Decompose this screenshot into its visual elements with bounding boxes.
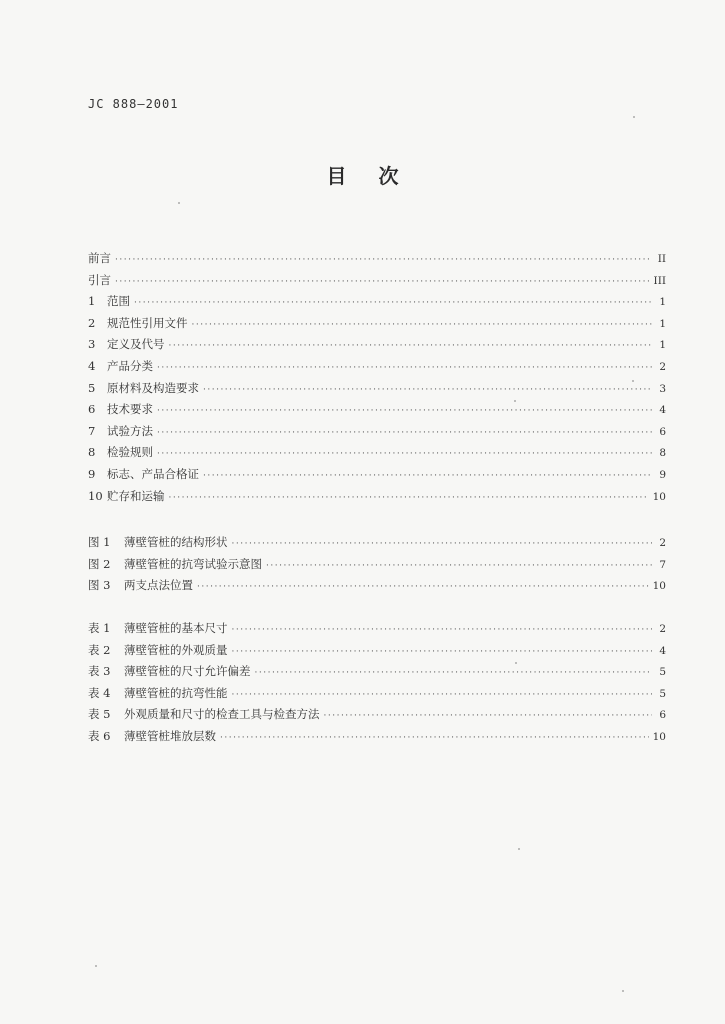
toc-entry-1[interactable] — [88, 293, 666, 315]
toc-entry-9[interactable] — [88, 466, 666, 488]
toc-number: 7 — [88, 423, 96, 438]
leader-dots — [169, 493, 649, 503]
leader-dots — [157, 406, 652, 416]
toc-label: 定义及代号 — [107, 337, 165, 352]
toc-table-5[interactable] — [88, 706, 666, 728]
toc-label: 薄壁管桩的结构形状 — [124, 535, 228, 549]
toc-entry-7[interactable] — [88, 423, 666, 445]
toc-entry-8[interactable] — [88, 444, 666, 466]
leader-dots — [115, 255, 652, 265]
leader-dots — [169, 341, 653, 351]
leader-dots — [266, 561, 652, 571]
leader-dots — [232, 690, 653, 700]
toc-label: 两支点法位置 — [124, 578, 193, 593]
toc-label: 薄壁管桩的抗弯试验示意图 — [124, 556, 262, 571]
toc-label: 薄壁管桩的外观质量 — [124, 642, 228, 657]
leader-dots — [232, 539, 653, 549]
leader-dots — [324, 711, 653, 721]
toc-page: 4 — [659, 644, 666, 657]
toc-number: 10 — [88, 488, 103, 503]
toc-figure-2[interactable] — [88, 556, 666, 578]
toc-entry-5[interactable] — [88, 380, 666, 402]
toc-label: 薄壁管桩的尺寸允许偏差 — [124, 664, 251, 679]
toc-number: 图 3 — [88, 578, 111, 593]
toc-number: 图 1 — [88, 535, 111, 549]
leader-dots — [220, 733, 649, 743]
leader-dots — [203, 385, 652, 395]
toc-page: 2 — [659, 537, 666, 549]
toc-number: 4 — [88, 358, 96, 373]
toc-page: 9 — [659, 468, 666, 481]
toc-entry-6[interactable] — [88, 401, 666, 423]
toc-entry-10[interactable] — [88, 488, 666, 510]
title-char-2: 次 — [378, 164, 399, 188]
leader-dots — [157, 363, 652, 373]
toc-tables — [88, 620, 666, 750]
toc-number: 5 — [88, 380, 96, 395]
toc-page: 1 — [659, 317, 666, 330]
toc-label: 贮存和运输 — [107, 488, 165, 503]
toc-table-1[interactable] — [88, 620, 666, 642]
toc-label: 规范性引用文件 — [107, 315, 188, 330]
toc-page: 10 — [652, 580, 666, 593]
toc-label: 引言 — [88, 272, 111, 287]
toc-page: 5 — [659, 666, 666, 679]
toc-label: 原材料及构造要求 — [107, 380, 199, 395]
leader-dots — [232, 625, 653, 635]
leader-dots — [192, 320, 653, 330]
toc-page: 10 — [652, 730, 666, 743]
toc-page: 6 — [659, 709, 666, 722]
leader-dots — [255, 668, 653, 678]
toc-number: 表 3 — [88, 664, 111, 679]
toc-label: 标志、产品合格证 — [107, 466, 199, 481]
toc-entry-4[interactable] — [88, 358, 666, 380]
toc-page: 4 — [659, 404, 666, 417]
toc-label: 范围 — [107, 294, 130, 309]
toc-number: 2 — [88, 315, 96, 330]
toc-page: 10 — [652, 490, 666, 503]
toc-table-2[interactable] — [88, 642, 666, 664]
toc-entry-3[interactable] — [88, 336, 666, 358]
scan-speck — [515, 662, 517, 664]
toc-number: 表 1 — [88, 621, 111, 635]
toc-label: 薄壁管桩的基本尺寸 — [124, 621, 228, 635]
toc-page: 8 — [659, 447, 666, 460]
toc-number: 表 4 — [88, 685, 111, 700]
toc-page: 6 — [659, 425, 666, 438]
toc-page: 2 — [659, 360, 666, 373]
toc-number: 8 — [88, 445, 96, 460]
toc-entry-preface[interactable] — [88, 250, 666, 272]
toc-figure-1[interactable] — [88, 534, 666, 556]
toc-label: 技术要求 — [107, 402, 153, 417]
toc-label: 试验方法 — [107, 423, 153, 438]
toc-label: 前言 — [88, 251, 111, 265]
page-title — [0, 160, 725, 189]
scan-speck — [514, 400, 516, 402]
standard-code: JC 888—2001 — [88, 97, 179, 111]
toc-page: 1 — [659, 296, 666, 309]
toc-sections — [88, 250, 666, 509]
scan-speck — [178, 202, 180, 204]
toc-label: 薄壁管桩的抗弯性能 — [124, 685, 228, 700]
toc-entry-2[interactable] — [88, 315, 666, 337]
toc-label: 外观质量和尺寸的检查工具与检查方法 — [124, 707, 320, 722]
scan-speck — [633, 116, 635, 118]
scan-speck — [632, 380, 634, 382]
toc-figures — [88, 534, 666, 599]
toc-number: 表 5 — [88, 707, 111, 722]
toc-number: 表 2 — [88, 642, 111, 657]
toc-number: 图 2 — [88, 556, 111, 571]
scan-speck — [518, 848, 520, 850]
toc-page: 7 — [659, 558, 666, 571]
toc-number: 9 — [88, 466, 96, 481]
toc-label: 检验规则 — [107, 445, 153, 460]
toc-number: 1 — [88, 294, 96, 309]
toc-page: 1 — [659, 339, 666, 352]
toc-page: 3 — [659, 382, 666, 395]
toc-page: 5 — [659, 687, 666, 700]
toc-table-3[interactable] — [88, 663, 666, 685]
leader-dots — [115, 277, 650, 287]
toc-label: 产品分类 — [107, 358, 153, 373]
leader-dots — [203, 471, 652, 481]
title-char-1: 目 — [326, 164, 347, 188]
toc-number: 6 — [88, 402, 96, 417]
toc-figure-3[interactable] — [88, 577, 666, 599]
toc-number: 表 6 — [88, 728, 111, 743]
leader-dots — [157, 449, 652, 459]
leader-dots — [197, 582, 649, 592]
leader-dots — [134, 298, 652, 308]
toc-page: II — [657, 253, 666, 265]
toc-label: 薄壁管桩堆放层数 — [124, 728, 216, 743]
toc-page: 2 — [659, 623, 666, 635]
toc-page: III — [653, 274, 666, 287]
leader-dots — [232, 647, 653, 657]
toc-entry-introduction[interactable] — [88, 272, 666, 294]
toc-table-4[interactable] — [88, 685, 666, 707]
scan-speck — [622, 990, 624, 992]
toc-number: 3 — [88, 337, 96, 352]
scan-speck — [95, 965, 97, 967]
toc-table-6[interactable] — [88, 728, 666, 750]
leader-dots — [157, 428, 652, 438]
